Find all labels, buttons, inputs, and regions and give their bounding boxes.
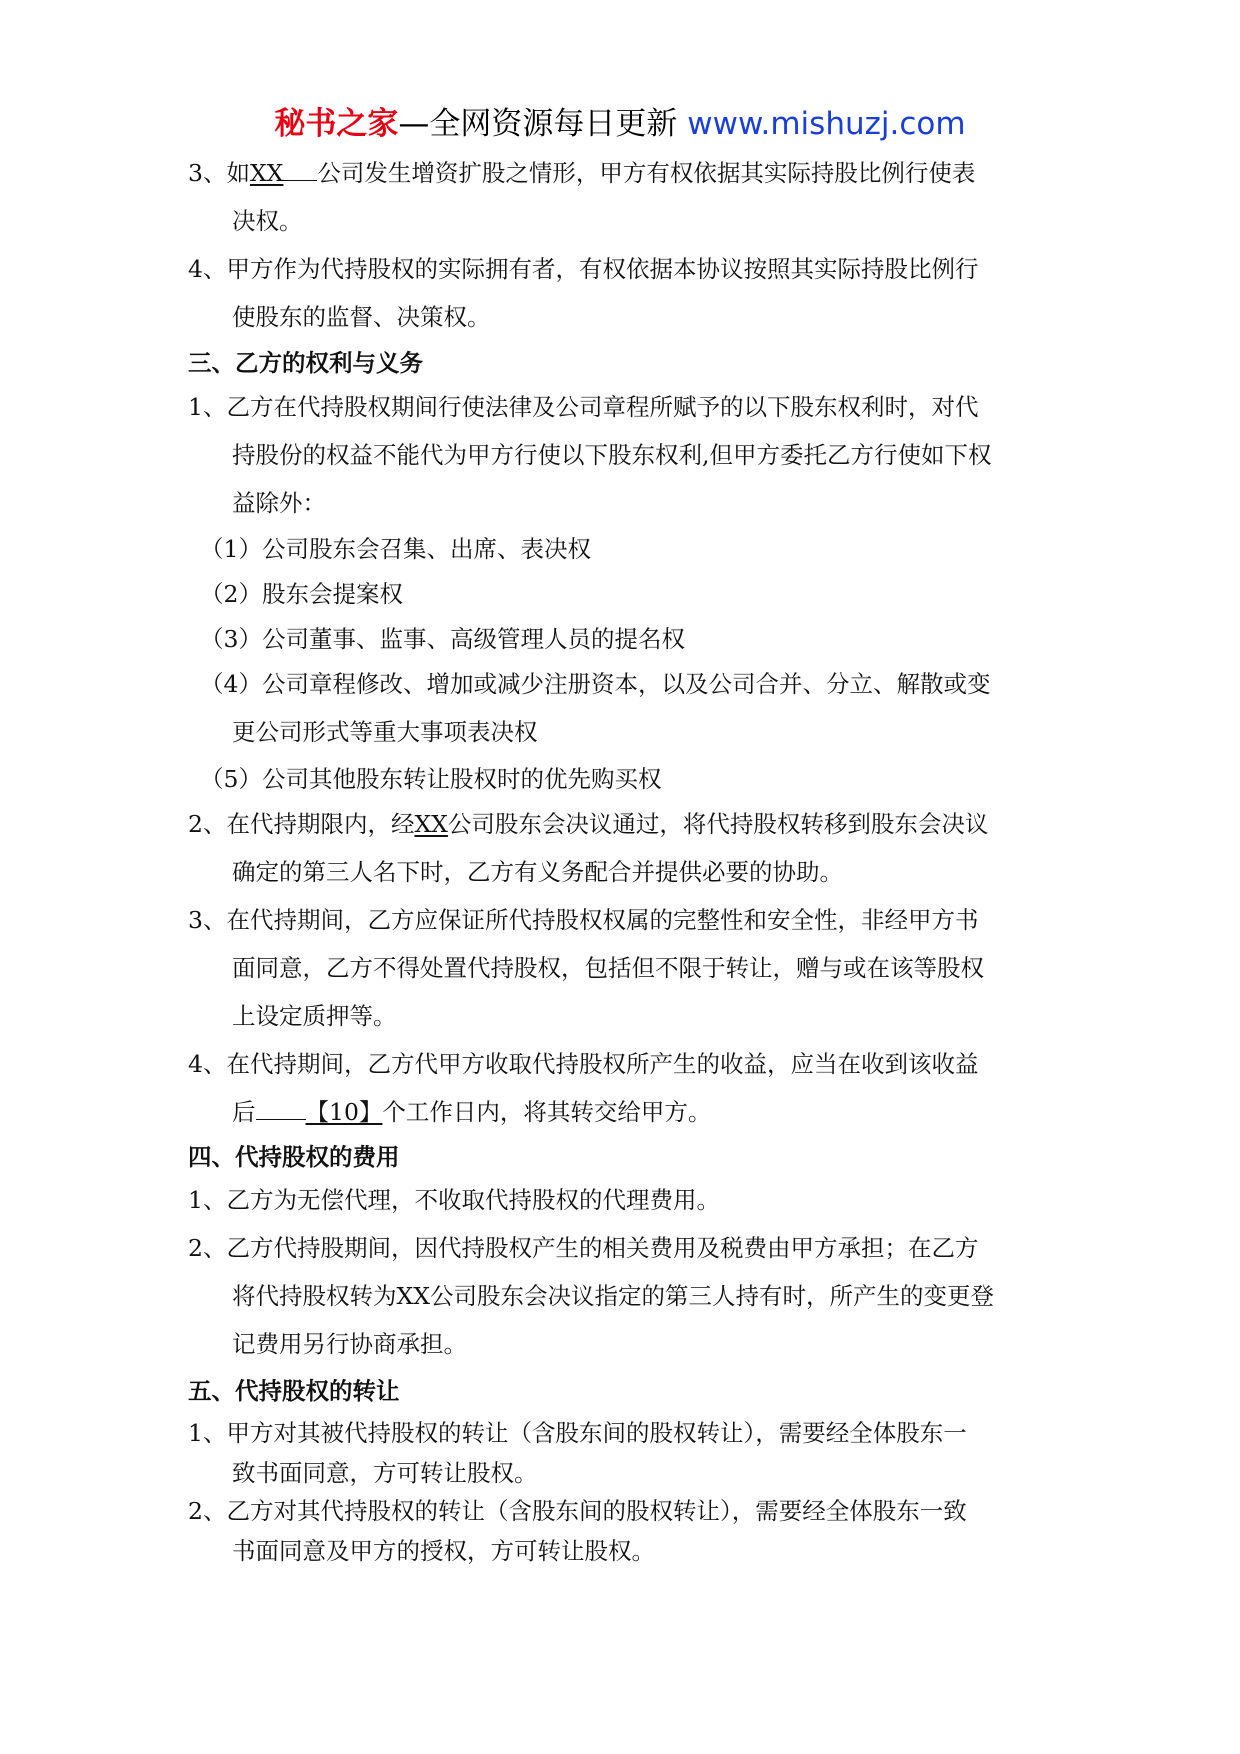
s3-item1-line3: 益除外：	[232, 489, 326, 517]
s4-item2-line1: 2、乙方代持股期间，因代持股权产生的相关费用及税费由甲方承担；在乙方	[188, 1234, 979, 1262]
s4-item1: 1、乙方为无偿代理，不收取代持股权的代理费用。	[188, 1186, 720, 1214]
s3-subitem-1: （1）公司股东会召集、出席、表决权	[200, 535, 591, 563]
s3-item1-line2: 持股份的权益不能代为甲方行使以下股东权利,但甲方委托乙方行使如下权	[232, 441, 992, 469]
days-value: 【10】	[305, 1098, 383, 1126]
company-placeholder: XX	[249, 159, 284, 187]
s2-item3-prefix: 如	[226, 159, 250, 187]
s5-item2-line1: 2、乙方对其代持股权的转让（含股东间的股权转让），需要经全体股东一致	[188, 1497, 967, 1525]
s5-item1-line2: 致书面同意，方可转让股权。	[232, 1459, 538, 1487]
s3-item2-line1	[188, 807, 988, 841]
s4-item2-line3: 记费用另行协商承担。	[232, 1330, 467, 1358]
section3-heading: 三、乙方的权利与义务	[188, 349, 423, 377]
s2-item3-text: 公司发生增资扩股之情形，甲方有权依据其实际持股比例行使表	[317, 159, 976, 187]
underline-blank	[283, 156, 317, 181]
banner-slogan: —全网资源每日更新	[398, 106, 678, 142]
s3-item2-text: 公司股东会决议通过，将代持股权转移到股东会决议	[447, 810, 989, 838]
s2-item3-line2: 决权。	[232, 207, 303, 235]
s3-subitem-4-cont: 更公司形式等重大事项表决权	[232, 718, 538, 746]
s3-item2-line2: 确定的第三人名下时，乙方有义务配合并提供必要的协助。	[232, 858, 843, 886]
site-banner	[0, 100, 1240, 148]
s2-item3-line1	[188, 156, 975, 190]
s3-item4-line2	[232, 1095, 711, 1129]
s3-subitem-5: （5）公司其他股东转让股权时的优先购买权	[200, 765, 662, 793]
s4-item2-line2: 将代持股权转为XX公司股东会决议指定的第三人持有时，所产生的变更登	[232, 1282, 994, 1310]
s3-item4-text: 个工作日内，将其转交给甲方。	[382, 1098, 712, 1126]
s3-item4-line1: 4、在代持期间，乙方代甲方收取代持股权所产生的收益，应当在收到该收益	[188, 1050, 979, 1078]
s2-item3-num: 3、	[188, 159, 227, 187]
underline-blank	[256, 1095, 306, 1120]
s3-item3-line2: 面同意，乙方不得处置代持股权，包括但不限于转让，赠与或在该等股权	[232, 954, 984, 982]
s3-item2-prefix: 2、在代持期限内，经	[188, 810, 415, 838]
s2-item4-line2: 使股东的监督、决策权。	[232, 303, 491, 331]
section5-heading: 五、代持股权的转让	[188, 1377, 400, 1405]
s3-subitem-3: （3）公司董事、监事、高级管理人员的提名权	[200, 625, 685, 653]
s2-item4-line1: 4、甲方作为代持股权的实际拥有者，有权依据本协议按照其实际持股比例行	[188, 255, 979, 283]
s3-subitem-4: （4）公司章程修改、增加或减少注册资本，以及公司合并、分立、解散或变	[200, 670, 991, 698]
s3-subitem-2: （2）股东会提案权	[200, 580, 403, 608]
section4-heading: 四、代持股权的费用	[188, 1143, 400, 1171]
s3-item3-line1: 3、在代持期间，乙方应保证所代持股权权属的完整性和安全性，非经甲方书	[188, 906, 979, 934]
s3-item4-prefix: 后	[232, 1098, 256, 1126]
s5-item1-line1: 1、甲方对其被代持股权的转让（含股东间的股权转让），需要经全体股东一	[188, 1419, 967, 1447]
brand-name: 秘书之家	[274, 106, 399, 142]
site-url-link[interactable]: www.mishuzj.com	[687, 106, 966, 142]
s3-item3-line3: 上设定质押等。	[232, 1002, 397, 1030]
s3-item1-line1: 1、乙方在代持股权期间行使法律及公司章程所赋予的以下股东权利时，对代	[188, 393, 979, 421]
company-placeholder: XX	[414, 810, 448, 838]
s5-item2-line2: 书面同意及甲方的授权，方可转让股权。	[232, 1537, 655, 1565]
